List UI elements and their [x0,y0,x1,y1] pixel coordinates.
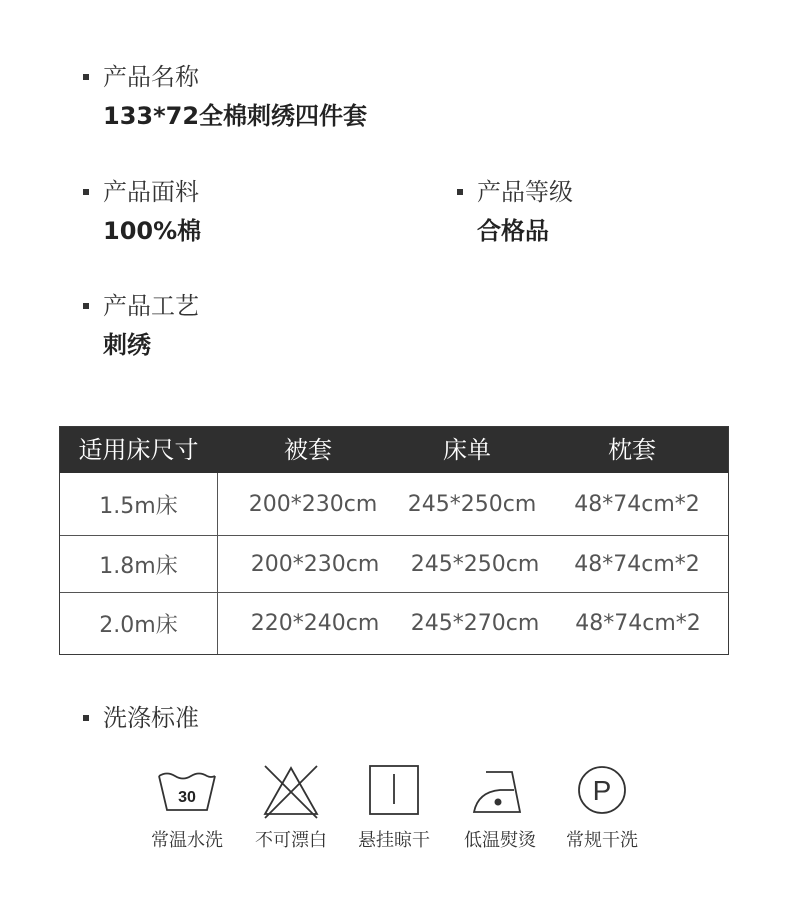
care-label-iron-low: 低温熨烫 [464,830,536,851]
wash-temp-text: 30 [178,789,196,806]
care-item-iron-low [450,762,550,852]
bullet-icon [83,189,89,195]
no-bleach-icon [259,762,323,820]
product-grade-label: 产品等级 [477,178,573,206]
product-fabric-label: 产品面料 [103,178,199,206]
table-row [60,473,728,535]
cell-bed-sheet: 245*270cm [410,611,540,636]
cell-pillowcase: 48*74cm*2 [574,491,700,517]
size-table [59,426,729,655]
care-label-hang-dry: 悬挂晾干 [358,830,430,851]
care-item-dry-clean [552,762,652,852]
dry-clean-letter: P [592,775,612,806]
table-row [60,593,728,654]
product-craft-value: 刺绣 [103,331,151,359]
care-item-hang-dry [344,762,444,852]
cell-bed-sheet: 245*250cm [410,551,540,577]
care-item-normal-wash [137,762,237,852]
product-name-field [103,62,367,131]
washing-section-title [103,703,199,733]
cell-pillowcase: 48*74cm*2 [575,611,701,636]
table-header [60,427,728,473]
cell-bed-size: 1.5m床 [99,493,178,519]
product-fabric-value: 100%棉 [103,217,202,245]
cell-duvet-cover: 200*230cm [248,491,378,517]
dry-clean-p-icon [570,762,634,820]
bullet-icon [83,715,89,721]
header-pillowcase: 枕套 [608,436,656,464]
wash-30-icon [155,762,219,820]
bullet-icon [457,189,463,195]
product-grade-value: 合格品 [477,217,549,245]
product-craft-label: 产品工艺 [103,292,199,320]
cell-bed-size: 1.8m床 [99,553,178,579]
cell-duvet-cover: 220*240cm [250,611,380,636]
header-duvet-cover: 被套 [284,436,332,464]
product-name-label: 产品名称 [103,63,199,91]
product-grade-field [477,177,573,246]
product-name-value: 133*72全棉刺绣四件套 [103,102,368,130]
cell-duvet-cover: 200*230cm [250,551,380,577]
care-item-no-bleach [241,762,341,852]
bullet-icon [83,74,89,80]
care-label-normal-wash: 常温水洗 [151,830,223,851]
column-divider [217,473,218,654]
cell-pillowcase: 48*74cm*2 [574,551,700,577]
product-craft-field [103,291,199,360]
bullet-icon [83,303,89,309]
iron-low-icon [468,762,532,820]
header-bed-size: 适用床尺寸 [78,436,199,464]
care-label-no-bleach: 不可漂白 [255,830,327,851]
product-fabric-field [103,177,201,246]
cell-bed-sheet: 245*250cm [407,491,537,517]
care-label-dry-clean: 常规干洗 [566,830,638,851]
washing-title-label: 洗涤标准 [103,704,199,732]
hang-dry-icon [362,762,426,820]
table-row [60,536,728,592]
cell-bed-size: 2.0m床 [99,613,178,638]
header-bed-sheet: 床单 [443,436,491,464]
